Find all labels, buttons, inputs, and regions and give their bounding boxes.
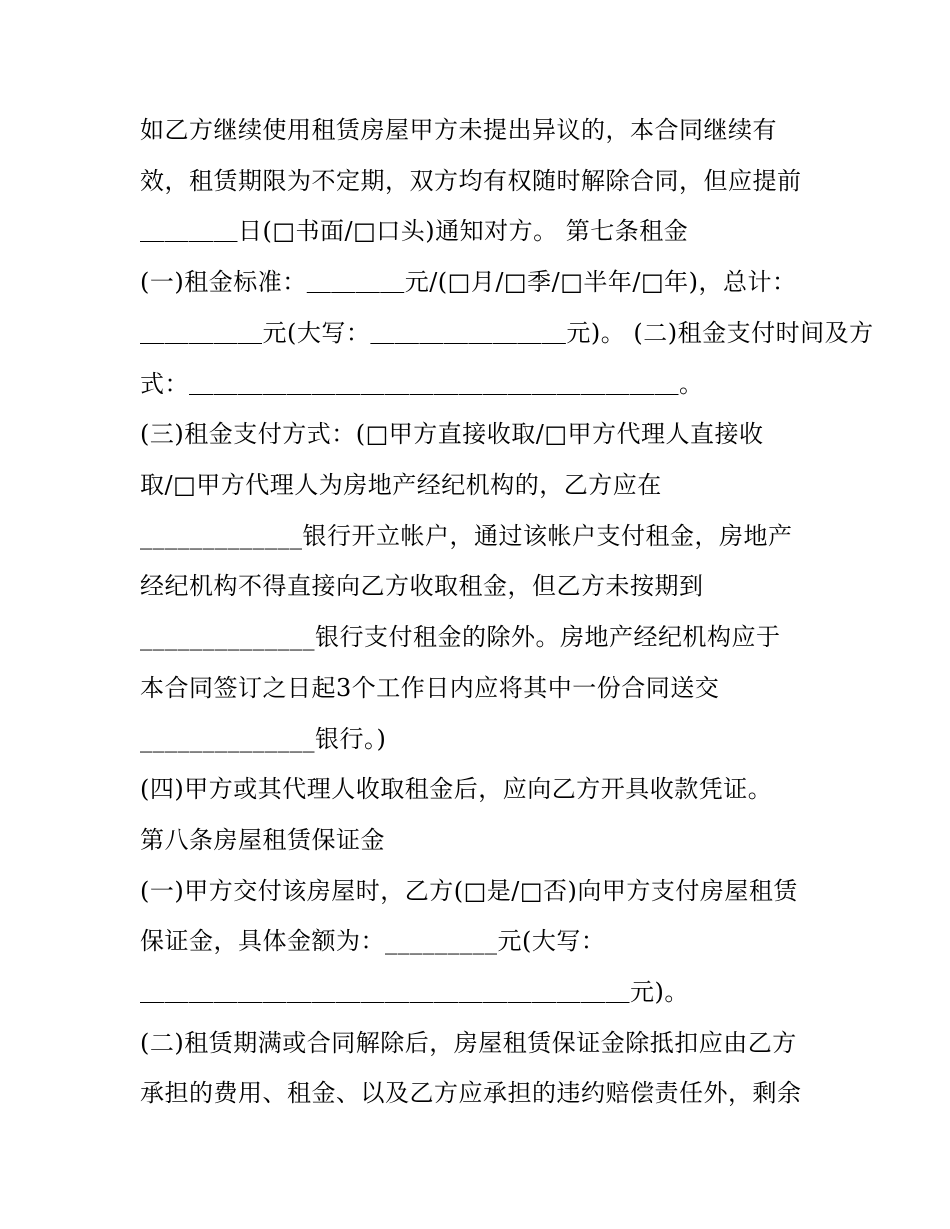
paragraph-line: 经纪机构不得直接向乙方收取租金，但乙方未按期到 bbox=[140, 572, 704, 600]
paragraph-line: 保证金，具体金额为：_________元(大写： bbox=[140, 927, 606, 955]
paragraph-line: ＿＿＿＿＿元(大写：＿＿＿＿＿＿＿＿元)。 (二)租金支付时间及方 bbox=[140, 319, 874, 347]
paragraph-line: 承担的费用、租金、以及乙方应承担的违约赔偿责任外，剩余 bbox=[140, 1079, 802, 1107]
paragraph-line: ______________银行。) bbox=[140, 725, 387, 753]
paragraph-line: (一)甲方交付该房屋时，乙方(□是/□否)向甲方支付房屋租赁 bbox=[140, 877, 798, 905]
paragraph-line: (二)租赁期满或合同解除后，房屋租赁保证金除抵扣应由乙方 bbox=[140, 1029, 797, 1057]
paragraph-line: (三)租金支付方式：(□甲方直接收取/□甲方代理人直接收 bbox=[140, 420, 764, 448]
paragraph-line: (四)甲方或其代理人收取租金后，应向乙方开具收款凭证。 bbox=[140, 775, 773, 803]
paragraph-line: ＿＿＿＿＿＿＿＿＿＿＿＿＿＿＿＿＿＿＿＿元)。 bbox=[140, 978, 689, 1006]
paragraph-line: 如乙方继续使用租赁房屋甲方未提出异议的，本合同继续有 bbox=[140, 116, 777, 144]
paragraph-line: 式：＿＿＿＿＿＿＿＿＿＿＿＿＿＿＿＿＿＿＿＿。 bbox=[140, 370, 704, 398]
paragraph-line: 取/□甲方代理人为房地产经纪机构的，乙方应在 bbox=[140, 471, 662, 499]
section-heading: 第八条房屋租赁保证金 bbox=[140, 826, 385, 854]
paragraph-line: ______________银行支付租金的除外。房地产经纪机构应于 bbox=[140, 623, 781, 651]
paragraph-line: ＿＿＿＿日(□书面/□口头)通知对方。 第七条租金 bbox=[140, 217, 689, 245]
paragraph-line: 本合同签订之日起3个工作日内应将其中一份合同送交 bbox=[140, 674, 720, 702]
paragraph-line: _____________银行开立帐户，通过该帐户支付租金，房地产 bbox=[140, 522, 793, 550]
paragraph-line: (一)租金标准：＿＿＿＿元/(□月/□季/□半年/□年)，总计： bbox=[140, 268, 797, 296]
paragraph-line: 效，租赁期限为不定期，双方均有权随时解除合同，但应提前 bbox=[140, 167, 802, 195]
